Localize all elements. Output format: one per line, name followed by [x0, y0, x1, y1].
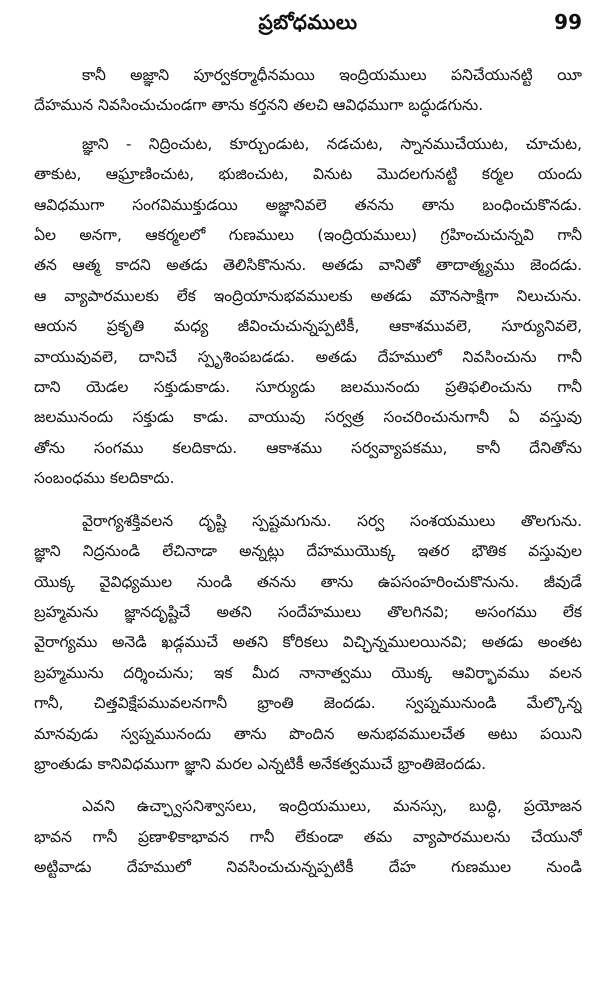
text-line: జ్ఞాని నిద్రనుండి లేచినాడా అన్నట్లు దేహముయొక్క ఇతర భౌతిక వస్తువుల — [34, 542, 582, 561]
text-line: సంబంధము కలదికాదు. — [34, 469, 175, 488]
text-line: ఎవని ఉచ్ఛ్వాసనిశ్వాసలు, ఇంద్రియములు, మనస్సు, బుద్ధి, ప్రయోజన — [82, 797, 582, 816]
text-line: భ్రాంతుడు కానివిధముగా జ్ఞాని మరల ఎన్నటికీ అనేకత్వముచే భ్రాంతిజెందడు. — [34, 754, 487, 773]
text-line: ఆ వ్యాపారములకు లేక ఇంద్రియానుభవములకు అతడు మౌనసాక్షిగా నిలుచును. — [34, 286, 582, 305]
page-number: 99 — [554, 10, 582, 34]
text-line: జలమునందు సక్తుడు కాడు. వాయువు సర్వత్ర సంచరించునుగానీ ఏ వస్తువు — [34, 408, 582, 427]
text-line: ఏల అనగా, ఆకర్మలలో గుణములు (ఇంద్రియములు) గ్రహించుచున్నవి గానీ — [34, 226, 582, 245]
text-line: అట్టివాడు దేహములో నివసించుచున్నప్పటికీ దేహ గుణముల నుండి — [34, 858, 582, 877]
body-text — [34, 60, 582, 883]
text-line: వైరాగ్యము అనెడి ఖడ్గముచే అతని కోరికలు విచ్ఛిన్నములయినవి; అతడు అంతట — [34, 633, 582, 652]
text-line: ఆయన ప్రకృతి మధ్య జీవించుచున్నప్పటికీ, ఆకాశమువలె, సూర్యునివలె, — [34, 317, 582, 336]
text-line: కానీ అజ్ఞాని పూర్వకర్మాధీనమయి ఇంద్రియములు పనిచేయునట్టి యీ — [82, 66, 582, 84]
text-line: దేహమున నివసించుచుండగా తాను కర్తనని తలచి ఆవిధముగా బద్ధుడగును. — [34, 96, 484, 115]
text-line: వాయువువలె, దానిచే స్పృశింపబడడు. అతడు దేహములో నివసించును గానీ — [34, 347, 582, 366]
text-line: బ్రహ్మమను జ్ఞానదృష్టిచే అతని సందేహములు తొలగినవి; అసంగము లేక — [34, 602, 582, 621]
text-line: భావన గానీ ప్రణాళికాభావన గానీ లేకుండా తమ వ్యాపారములను చేయునో — [34, 827, 582, 846]
text-line: ఆవిధముగా సంగవిముక్తుడయి అజ్ఞానివలె తనను తాను బంధించుకొనడు. — [34, 195, 582, 214]
text-line: వైరాగ్యశక్తివలన దృష్టి స్పష్టమగును. సర్వ సంశయములు తొలగును. — [82, 511, 582, 530]
page-header — [34, 0, 582, 52]
text-line: తాకుట, ఆఘ్రాణించుట, భుజించుట, వినుట మొదలగునట్టి కర్మల యందు — [34, 165, 582, 184]
paragraph — [34, 129, 582, 494]
text-line: యొక్క వైవిధ్యముల నుండి తనను తాను ఉపసంహరించుకొనును. జీవుడే — [34, 572, 582, 591]
text-line: జ్ఞాని - నిద్రించుట, కూర్చుండుట, నడచుట, స్నానముచేయుట, చూచుట, — [82, 134, 582, 153]
text-line: దాని యెడల సక్తుడుకాడు. సూర్యుడు జలమునందు ప్రతిఫలించును గానీ — [34, 378, 582, 397]
text-line: తన ఆత్మ కాదని అతడు తెలిసికొనును. అతడు వానితో తాదాత్మ్యము జెందడు. — [34, 256, 582, 275]
text-line: తోను సంగము కలదికాదు. ఆకాశము సర్వవ్యాపకము, కానీ దేనితోను — [34, 438, 582, 457]
paragraph — [34, 506, 582, 780]
paragraph — [34, 60, 582, 121]
text-line: గానీ, చిత్తవిక్షేపమువలనగానీ భ్రాంతి జెందడు. స్వప్నమునుండి మేల్కొన్న — [34, 694, 582, 713]
text-line: మానవుడు స్వప్నమునందు తాను పొందిన అనుభవములచేత అటు పయిని — [34, 724, 582, 743]
paragraph — [34, 791, 582, 882]
running-title: ప్రబోధములు — [258, 10, 358, 34]
text-line: బ్రహ్మమును దర్శించును; ఇక మీద నానాత్వము యొక్క ఆవిర్భావము వలన — [34, 663, 582, 682]
